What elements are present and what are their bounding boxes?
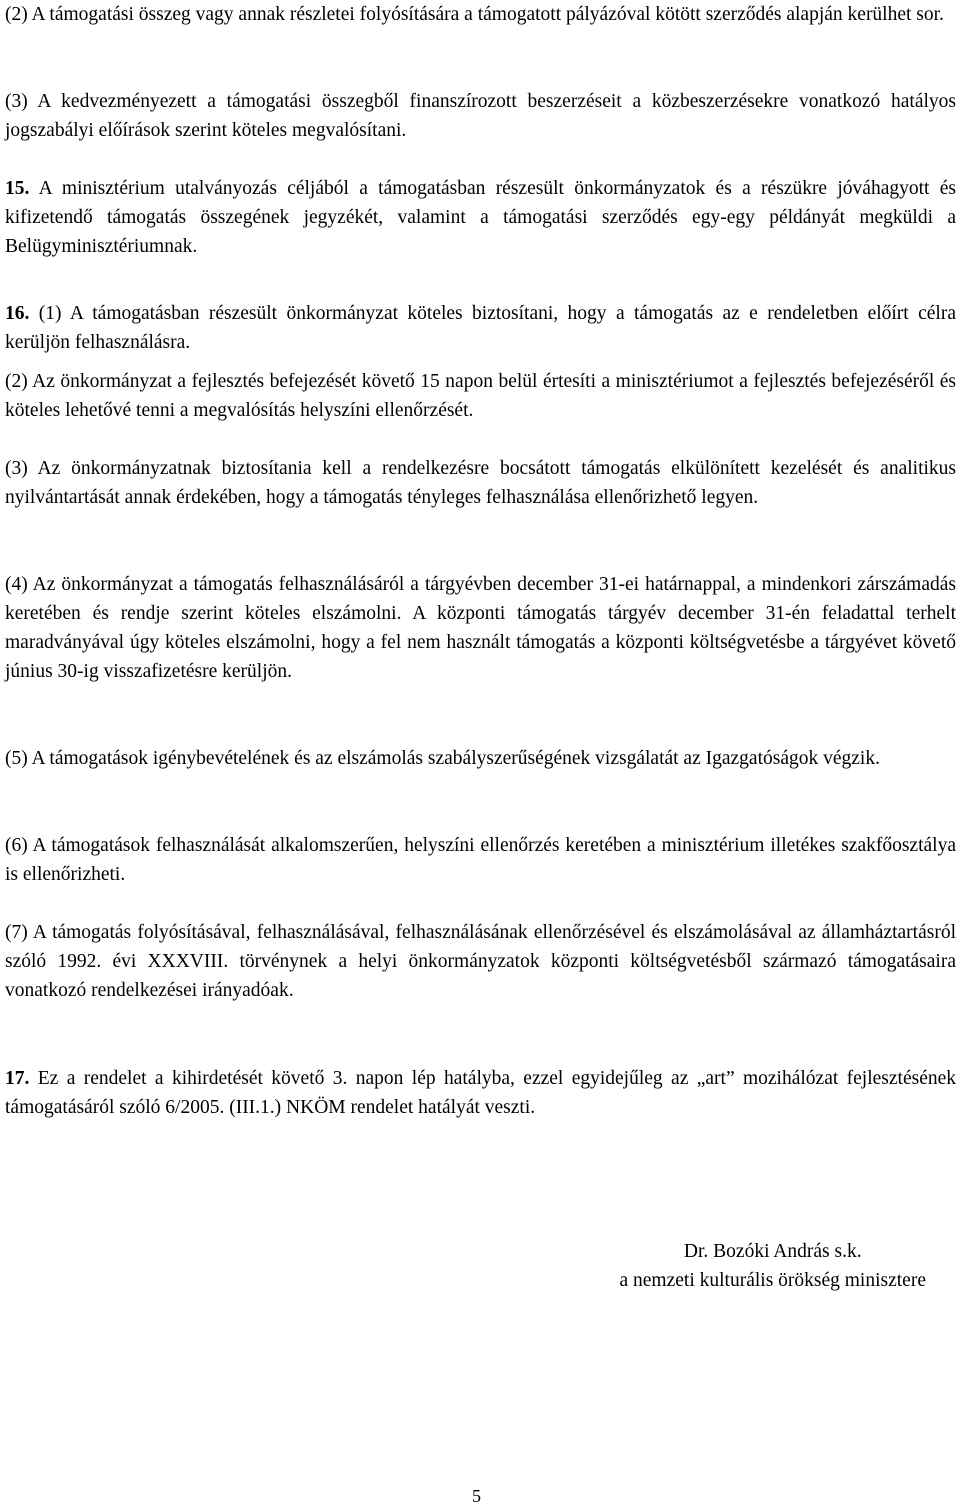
signature-name: Dr. Bozóki András s.k. (683, 1241, 862, 1262)
paragraph-14-2: (2) A támogatási összeg vagy annak részletei folyósítására a támogatott pályázóval kötött szerződés alapján kerülhet sor. (5, 4, 944, 25)
section-15-text: A minisztérium utalványozás céljából a támogatásban részesült önkormányzatok és a részükre jóváhagyott és kifizetendő támogatás összegének jegyzékét, valamint a támogatási szerződés egy-egy példányát megküldi a Belügyminisztériumnak. (5, 178, 956, 257)
document-page (5, 0, 956, 1509)
signature-block (620, 1237, 927, 1295)
section-17 (5, 1064, 956, 1122)
paragraph-16-4: (4) Az önkormányzat a támogatás felhasználásáról a tárgyévben december 31-ei határnappal, a mindenkori zárszámadás keretében és rendje szerint köteles elszámolni. A központi támogatás tárgyév december 31-én feladattal terhelt maradványával úgy köteles elszámolni, hogy a fel nem használt támogatás a központi költségvetésbe a tárgyévet követő június 30-ig visszafizetésre kerüljön. (5, 574, 956, 682)
paragraph-16-7: (7) A támogatás folyósításával, felhasználásával, felhasználásának ellenőrzésével és elszámolásával az államháztartásról szóló 1992. évi XXXVIII. törvénynek a helyi önkormányzatok központi költségvetésből származó támogatásaira vonatkozó rendelkezései irányadóak. (5, 922, 956, 1001)
section-17-text: Ez a rendelet a kihirdetését követő 3. napon lép hatályba, ezzel egyidejűleg az „art” mozihálózat fejlesztésének támogatásáról szóló 6/2005. (III.1.) NKÖM rendelet hatályát veszti. (5, 1068, 957, 1118)
page-number: 5 (472, 1486, 481, 1506)
paragraph-16-2: (2) Az önkormányzat a fejlesztés befejezését követő 15 napon belül értesíti a minisztériumot a fejlesztés befejezéséről és köteles lehetővé tenni a megvalósítás helyszíni ellenőrzését. (5, 371, 956, 421)
section-16-1-text: (1) A támogatásban részesült önkormányzat köteles biztosítani, hogy a támogatás az e rendeletben előírt célra kerüljön felhasználásra. (5, 303, 956, 353)
paragraph-16-6: (6) A támogatások felhasználását alkalomszerűen, helyszíni ellenőrzés keretében a minisztérium illetékes szakfőosztálya is ellenőrizheti. (5, 835, 956, 885)
section-number-17: 17. (5, 1068, 30, 1089)
section-16-1 (5, 299, 956, 357)
section-number-15: 15. (5, 178, 30, 199)
paragraph-14-3: (3) A kedvezményezett a támogatási összegből finanszírozott beszerzéseit a közbeszerzésekre vonatkozó hatályos jogszabályi előírások szerint köteles megvalósítani. (5, 91, 956, 141)
paragraph-16-5: (5) A támogatások igénybevételének és az elszámolás szabályszerűségének vizsgálatát az Igazgatóságok végzik. (5, 748, 880, 769)
signature-title: a nemzeti kulturális örökség minisztere (619, 1270, 926, 1291)
section-number-16: 16. (5, 303, 30, 324)
section-15 (5, 174, 956, 261)
paragraph-16-3: (3) Az önkormányzatnak biztosítania kell a rendelkezésre bocsátott támogatás elkülönített kezelését és analitikus nyilvántartását annak érdekében, hogy a támogatás tényleges felhasználása ellenőrizhető legyen. (5, 458, 956, 508)
